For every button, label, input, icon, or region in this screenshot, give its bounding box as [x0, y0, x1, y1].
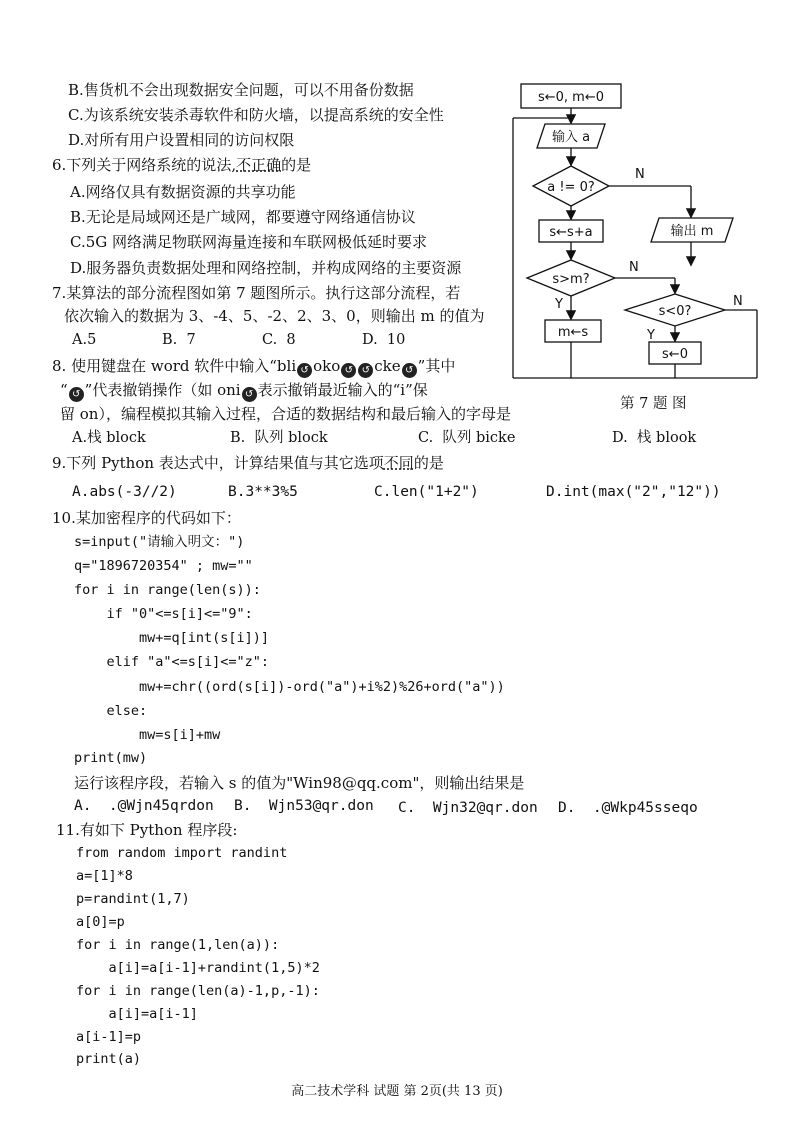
q7-stem-line1: 7.某算法的部分流程图如第 7 题图所示。执行这部分流程，若 [52, 284, 461, 302]
undo-icon: ↺ [69, 387, 84, 402]
undo-icon: ↺ [402, 363, 417, 378]
q7-option-d: D. 10 [362, 332, 406, 348]
q9-option-d: D.int(max("2","12")) [546, 484, 721, 500]
q10-option-b: B. Wjn53@qr.don [234, 798, 374, 814]
q11-code-line: a[i]=a[i-1] [76, 1006, 198, 1022]
q11-code-line: a[0]=p [76, 914, 125, 930]
q10-code-line: s=input("请输入明文：") [74, 534, 245, 550]
q11-code-line: from random import randint [76, 845, 288, 861]
q7-option-c: C. 8 [262, 332, 296, 348]
q6-option-d: D.服务器负责数据处理和网络控制，并构成网络的主要资源 [70, 259, 462, 277]
flow-assign-m-text: m←s [557, 325, 589, 340]
undo-icon: ↺ [242, 387, 257, 402]
flow-cond3-no: N [733, 294, 743, 309]
q9-stem: 9.下列 Python 表达式中，计算结果值与其它选项不同的是 [52, 454, 444, 472]
flow-cond2-text: s>m? [552, 272, 590, 287]
q10-code-line: mw+=chr((ord(s[i])-ord("a")+i%2)%26+ord("a")) [74, 679, 505, 695]
q10-code-line: if "0"<=s[i]<="9": [74, 606, 253, 622]
flow-output-text: 输出 m [670, 224, 714, 239]
q6-option-a: A.网络仅具有数据资源的共享功能 [70, 183, 296, 201]
q10-code-line: mw=s[i]+mw [74, 727, 221, 743]
q11-stem: 11.有如下 Python 程序段: [56, 821, 238, 839]
q7-stem-line2: 依次输入的数据为 3、-4、5、-2、2、3、0，则输出 m 的值为 [64, 307, 485, 325]
q10-question: 运行该程序段，若输入 s 的值为"Win98@qq.com"，则输出结果是 [74, 774, 525, 792]
undo-icon: ↺ [297, 363, 312, 378]
q8-option-d: D. 栈 blook [612, 430, 697, 446]
q6-option-c: C.5G 网络满足物联网海量连接和车联网极低延时要求 [70, 233, 428, 251]
q10-code-line: print(mw) [74, 750, 148, 766]
flow-cond1-text: a != 0? [547, 180, 595, 195]
q6-stem: 6.下列关于网络系统的说法,不正确的是 [52, 156, 312, 174]
q10-code-line: for i in range(len(s)): [74, 582, 261, 598]
flow-input-text: 输入 a [551, 130, 591, 145]
q11-code-line: a[i-1]=p [76, 1029, 142, 1045]
q10-code-line: else: [74, 703, 148, 719]
q11-code-line: p=randint(1,7) [76, 891, 190, 907]
q5-option-c: C.为该系统安装杀毒软件和防火墙，以提高系统的安全性 [68, 106, 444, 124]
flow-init-text: s←0, m←0 [537, 90, 605, 105]
flow-cond2-no: N [629, 260, 639, 275]
q7-option-b: B. 7 [162, 332, 196, 348]
q11-code-line: a=[1]*8 [76, 868, 133, 884]
q8-line2: “ ↺ ”代表撤销操作（如 oni ↺ 表示撤销最近输入的“i”保 [60, 381, 428, 400]
q9-emphasis: 不同 [383, 454, 414, 472]
q8-option-b: B. 队列 block [230, 430, 328, 446]
undo-icon: ↺ [341, 363, 356, 378]
q8-line1: 8. 使用键盘在 word 软件中输入“bli ↺ oko ↺ ↺ cke ↺ ”其中 [52, 357, 456, 376]
undo-icon: ↺ [358, 363, 373, 378]
q11-code-line: print(a) [76, 1051, 142, 1067]
q11-code-line: a[i]=a[i-1]+randint(1,5)*2 [76, 960, 320, 976]
q8-option-a: A.栈 block [72, 430, 146, 446]
flow-reset-s-text: s←0 [662, 347, 688, 362]
q9-option-a: A.abs(-3//2) [72, 484, 177, 500]
flow-cond3-yes: Y [647, 328, 655, 343]
flow-assign-s-text: s←s+a [549, 225, 593, 240]
q9-option-b: B.3**3%5 [228, 484, 298, 500]
page-footer: 高二技术学科 试题 第 2页(共 13 页) [291, 1084, 503, 1099]
flow-cond2-yes: Y [555, 297, 563, 312]
figure-caption: 第 7 题 图 [620, 396, 687, 412]
q5-option-b: B.售货机不会出现数据安全问题，可以不用备份数据 [68, 81, 414, 99]
q9-option-c: C.len("1+2") [374, 484, 479, 500]
q10-option-a: A. .@Wjn45qrdon [74, 798, 214, 814]
q10-option-d: D. .@Wkp45sseqo [558, 800, 698, 816]
q6-option-b: B.无论是局域网还是广域网，都要遵守网络通信协议 [70, 208, 416, 226]
q10-code-line: elif "a"<=s[i]<="z": [74, 654, 270, 670]
q5-option-d: D.对所有用户设置相同的访问权限 [68, 131, 295, 149]
q7-option-a: A.5 [72, 332, 97, 348]
q6-emphasis: 不正确 [236, 156, 282, 174]
q8-line3: 留 on），编程模拟其输入过程，合适的数据结构和最后输入的字母是 [60, 405, 511, 423]
q11-code-line: for i in range(1,len(a)): [76, 937, 280, 953]
q10-code-line: q="1896720354" ; mw="" [74, 558, 253, 574]
algorithm-flowchart [505, 78, 765, 386]
q10-stem: 10.某加密程序的代码如下： [52, 509, 241, 527]
flow-cond3-text: s<0? [658, 304, 692, 319]
q10-code-line: mw+=q[int(s[i])] [74, 630, 270, 646]
q10-option-c: C. Wjn32@qr.don [398, 800, 538, 816]
q8-option-c: C. 队列 bicke [418, 430, 516, 446]
q11-code-line: for i in range(len(a)-1,p,-1): [76, 983, 320, 999]
flow-cond1-no: N [635, 167, 645, 182]
